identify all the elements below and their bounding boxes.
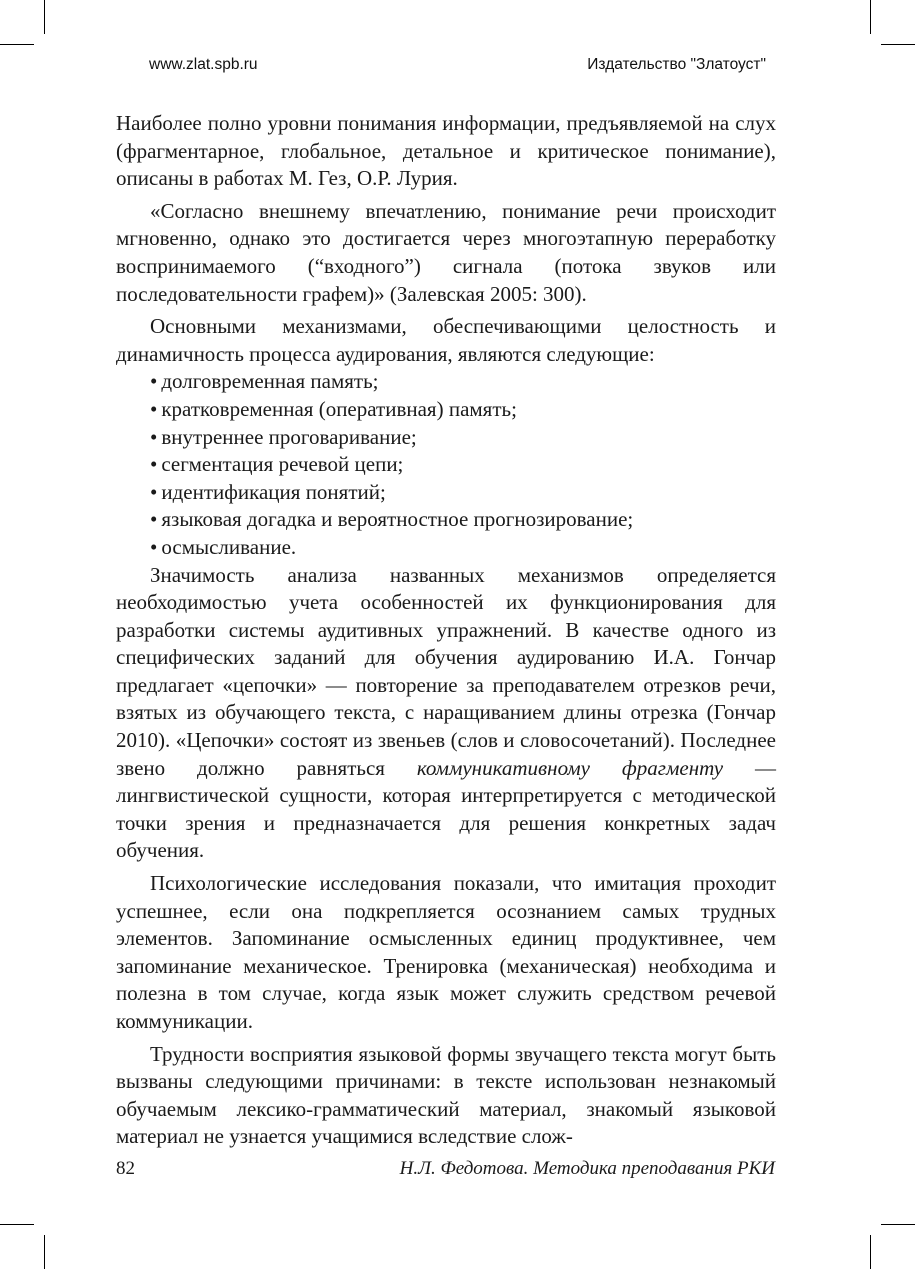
running-title: Н.Л. Федотова. Методика преподавания РКИ [399, 1158, 775, 1179]
paragraph: Трудности восприятия языковой формы звучащего текста могут быть вызваны следующими причинами: в тексте использован незнакомый обучаемым лексико-грамматический материал, знакомый языковой материал не узнается учащимися вследствие слож- [116, 1041, 776, 1149]
bullet-icon: • [150, 479, 158, 504]
page-number: 82 [116, 1158, 135, 1179]
mechanisms-list [116, 368, 776, 561]
crop-mark [0, 44, 34, 45]
list-item: • долговременная память; [150, 369, 379, 394]
bullet-icon: • [150, 507, 158, 532]
list-item: • осмысливание. [150, 534, 297, 559]
crop-mark [44, 1235, 45, 1269]
crop-mark [870, 1235, 871, 1269]
list-item: • сегментация речевой цепи; [150, 452, 404, 477]
crop-mark [881, 44, 915, 45]
header-publisher: Издательство "Златоуст" [587, 56, 766, 73]
crop-mark [881, 1224, 915, 1225]
paragraph: Основными механизмами, обеспечивающими целостность и динамичность процесса аудирования, являются следующие: [116, 314, 776, 366]
paragraph-quote: «Согласно внешнему впечатлению, понимание речи происходит мгновенно, однако это достигается через многоэтапную переработку воспринимаемого (“входного”) сигнала (потока звуков или последовательности графем)» (Залевская 2005: 300). [116, 198, 776, 306]
crop-mark [44, 0, 45, 34]
list-item: • идентификация понятий; [150, 479, 386, 504]
crop-mark [0, 1224, 34, 1225]
bullet-icon: • [150, 424, 158, 449]
emphasis-term: коммуникативному фрагменту [416, 755, 724, 780]
bullet-icon: • [150, 534, 158, 559]
paragraph: Наиболее полно уровни понимания информации, предъявляемой на слух (фрагментарное, глобальное, детальное и критическое понимание), описаны в работах М. Гез, О.Р. Лурия. [116, 111, 776, 191]
header-site-url: www.zlat.spb.ru [149, 56, 258, 73]
list-item: • внутреннее проговаривание; [150, 424, 417, 449]
bullet-icon: • [150, 452, 158, 477]
page-body [116, 110, 776, 1151]
list-item: • кратковременная (оперативная) память; [150, 396, 517, 421]
paragraph: Психологические исследования показали, что имитация проходит успешнее, если она подкрепляется осознанием самых трудных элементов. Запоминание осмысленных единиц продуктивнее, чем запоминание механическое. Тренировка (механическая) необходима и полезна в том случае, когда язык может служить средством речевой коммуникации. [116, 871, 776, 1033]
crop-mark [870, 0, 871, 34]
bullet-icon: • [150, 369, 158, 394]
bullet-icon: • [150, 396, 158, 421]
paragraph: Значимость анализа названных механизмов определяется необходимостью учета особенностей их функционирования для разработки системы аудитивных упражнений. В качестве одного из специфических заданий для обучения аудированию И.А. Гончар предлагает «цепочки» — повторение за преподавателем отрезков речи, взятых из обучающего текста, с наращиванием длины отрезка (Гончар 2010). «Цепочки» состоят из звеньев (слов и словосочетаний). Последнее звено должно равняться коммуникативному фрагменту — лингвистической сущности, которая интерпретируется с методической точки зрения и предназначается для решения конкретных задач обучения. [116, 562, 776, 863]
list-item: • языковая догадка и вероятностное прогнозирование; [150, 507, 634, 532]
